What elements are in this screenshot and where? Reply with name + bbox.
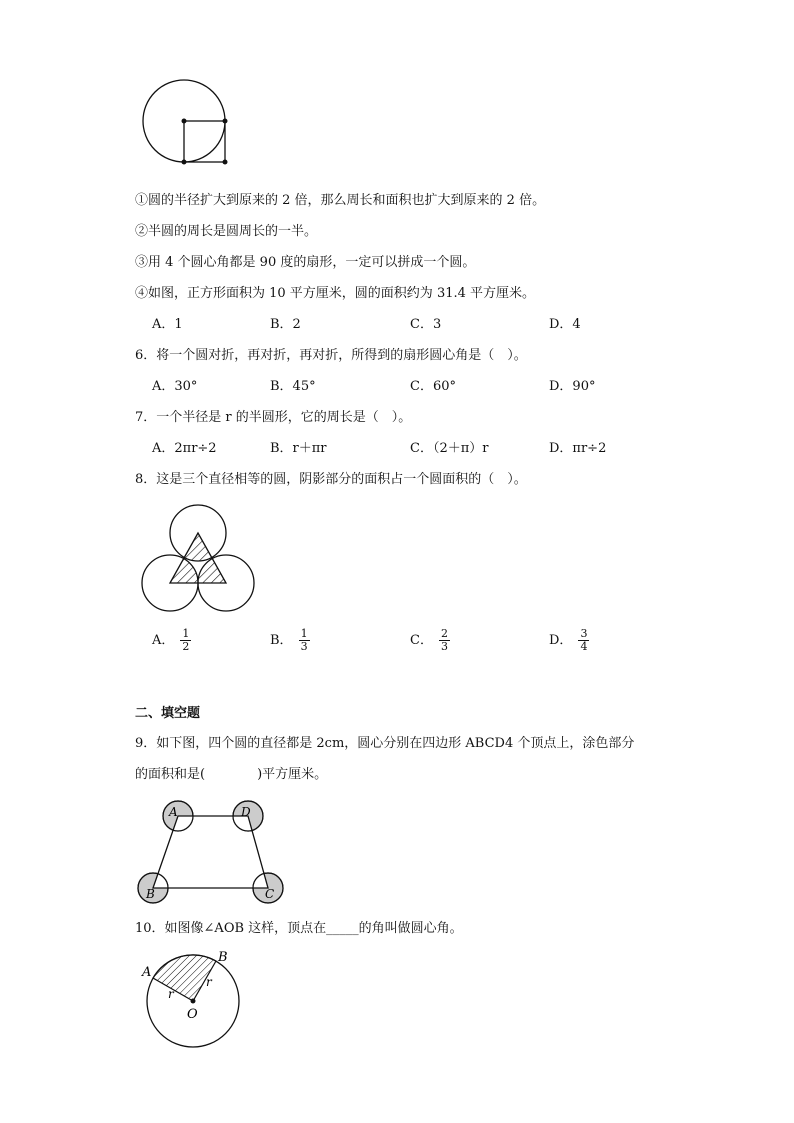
q6-option-c[interactable]: C．60°: [410, 379, 456, 394]
q5-statement-1: ①圆的半径扩大到原来的 2 倍，那么周长和面积也扩大到原来的 2 倍。: [135, 193, 546, 208]
fraction: $\frac{1}{3}$: [300, 627, 308, 653]
label-d: D: [241, 805, 251, 819]
q7-option-c[interactable]: C．（2＋π）r: [410, 441, 489, 456]
q9-question-line2: 的面积和是( )平方厘米。: [135, 767, 328, 782]
q5-option-a[interactable]: A．1: [152, 317, 183, 332]
q8-option-b[interactable]: B． $\frac{1}{3}$: [270, 627, 308, 653]
q7-option-d[interactable]: D．πr÷2: [549, 441, 607, 456]
q8-question: 8．这是三个直径相等的圆，阴影部分的面积占一个圆面积的（ ）。: [135, 472, 527, 487]
q5-statement-4: ④如图，正方形面积为 10 平方厘米，圆的面积约为 31.4 平方厘米。: [135, 286, 536, 301]
label-o: O: [187, 1007, 198, 1022]
fraction: $\frac{3}{4}$: [580, 627, 588, 653]
q10-question: 10．如图像∠AOB 这样，顶点在_____的角叫做圆心角。: [135, 921, 463, 936]
q7-question: 7．一个半径是 r 的半圆形，它的周长是（ ）。: [135, 410, 412, 425]
q6-option-a[interactable]: A．30°: [152, 379, 198, 394]
q8-option-a[interactable]: A． $\frac{1}{2}$: [152, 627, 190, 653]
q8-option-d[interactable]: D． $\frac{3}{4}$: [549, 627, 588, 653]
trapezoid-circles-figure: [135, 798, 287, 906]
q5-statement-3: ③用 4 个圆心角都是 90 度的扇形，一定可以拼成一个圆。: [135, 255, 476, 270]
q7-option-a[interactable]: A．2πr÷2: [152, 441, 217, 456]
fraction: $\frac{2}{3}$: [440, 627, 448, 653]
sector-figure: [140, 948, 250, 1052]
label-b: B: [146, 887, 155, 901]
q5-statement-2: ②半圆的周长是圆周长的一半。: [135, 224, 318, 239]
label-r-left: r: [168, 987, 174, 1001]
label-a: A: [142, 965, 152, 980]
label-a: A: [169, 805, 178, 819]
q8-option-c[interactable]: C． $\frac{2}{3}$: [410, 627, 448, 653]
q7-option-b[interactable]: B．r＋πr: [270, 441, 327, 456]
q9-question-line1: 9．如下图，四个圆的直径都是 2cm，圆心分别在四边形 ABCD4 个顶点上，涂色部分: [135, 736, 635, 751]
q5-option-d[interactable]: D．4: [549, 317, 581, 332]
q5-option-c[interactable]: C．3: [410, 317, 442, 332]
label-b: B: [218, 950, 228, 965]
q6-option-d[interactable]: D．90°: [549, 379, 596, 394]
three-circles-figure: [138, 503, 258, 615]
label-c: C: [265, 887, 275, 901]
label-r-right: r: [206, 975, 212, 989]
q6-question: 6．将一个圆对折，再对折，再对折，所得到的扇形圆心角是（ ）。: [135, 348, 527, 363]
q6-option-b[interactable]: B．45°: [270, 379, 316, 394]
circle-square-figure: [140, 78, 236, 170]
section-title: 二、填空题: [135, 706, 201, 721]
fraction: $\frac{1}{2}$: [182, 627, 190, 653]
q5-option-b[interactable]: B．2: [270, 317, 301, 332]
